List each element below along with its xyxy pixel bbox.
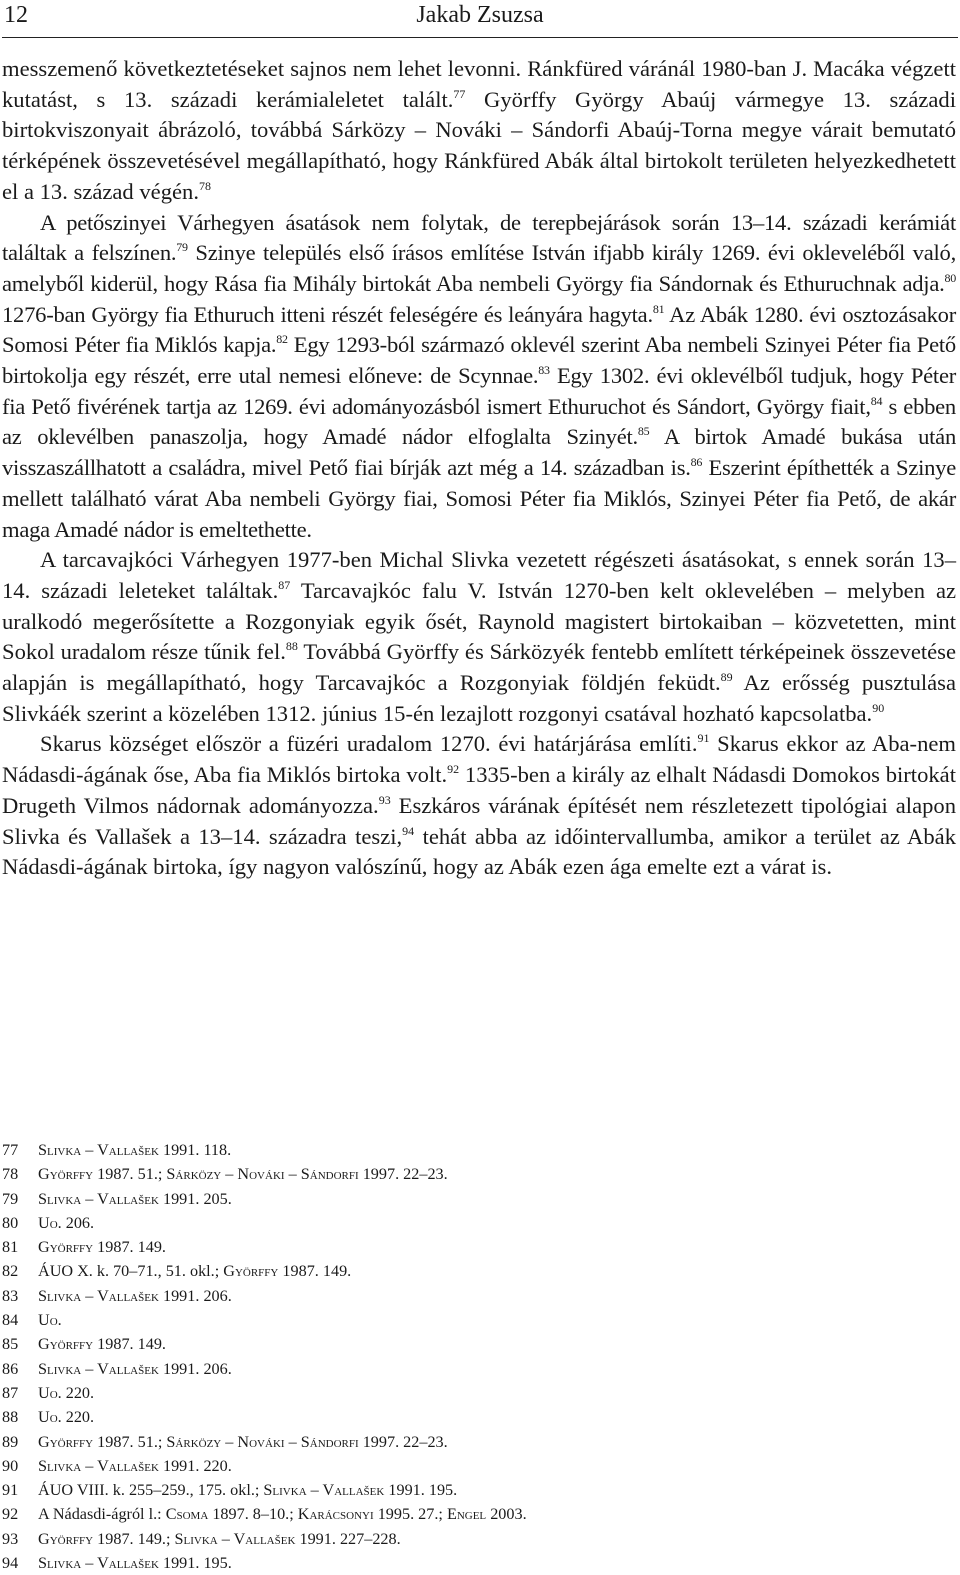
footnote-number: 82 [2,1262,19,1281]
footnote-author: Karácsonyi [297,1505,374,1524]
footnote-90 [2,1454,942,1478]
footnote-author: Uo. [38,1311,62,1330]
footnote-number: 84 [2,1311,19,1330]
para-skarus [2,729,956,883]
footnote-author: Slivka – Vallašek [38,1554,159,1573]
footnote-ref-92[interactable]: 92 [447,762,460,777]
footnote-author: Slivka – Vallašek [38,1286,159,1305]
footnote-81 [2,1235,942,1259]
footnote-ref-82[interactable]: 82 [276,332,288,347]
paragraph-text: Györffy György Abaúj vármegye 13. századi birtokviszonyait ábrázoló, továbbá Sárközy – Nováki – Sándorfi Abaúj-Torna megye várait bemutató térképének összevetésével megállapítható, hogy Ránkfüred Abák által birtokolt területen helyezkedhetett el a 13. század végén. [2,86,956,204]
footnote-citation: 206. [61,1213,95,1232]
paragraph-text: Egy 1302. évi oklevélből tudjuk, hogy Péter fia Pető fivérének tartja az 1269. évi adományozásból ismert Ethuruchot és Sándort, György fiait, [2,363,957,419]
footnote-citation: 1991. 206. [158,1359,232,1378]
footnote-ref-77[interactable]: 77 [453,86,466,101]
footnote-number: 79 [2,1189,19,1208]
footnote-author: Györffy [38,1529,94,1548]
footnote-ref-86[interactable]: 86 [690,455,703,470]
paragraph-text: messzemenő következtetéseket sajnos nem lehet levonni. Ránkfüred váránál 1980-ban J. Macáka végzett kutatást, s 13. századi kerámialeletet talált. [2,56,956,112]
footnote-number: 88 [2,1408,19,1427]
footnote-ref-91[interactable]: 91 [697,731,710,746]
paragraph-text: s ebben az oklevélben panaszolja, hogy Amadé nádor elfoglalta Szinyét. [2,393,956,450]
footnote-author: Sárközy – Nováki – Sándorfi [166,1165,359,1184]
paragraph-text: Az Abák 1280. évi osztozásakor Somosi Péter fia Miklós kapja. [2,301,957,358]
footnote-author: Györffy [223,1262,279,1281]
footnote-text [38,1211,94,1235]
paragraph-text: Eszkáros várának építését nem részletezett tipológiai alapon Slivka és Vallašek a 13–14. századra teszi, [2,792,956,849]
footnote-citation: 1997. 22–23. [358,1165,448,1184]
footnote-ref-93[interactable]: 93 [378,792,391,807]
footnote-citation: 1997. 22–23. [358,1432,448,1451]
footnote-citation: 1991. 206. [158,1286,232,1305]
footnote-author: Györffy [38,1432,94,1451]
footnote-84 [2,1308,942,1332]
footnote-number: 91 [2,1481,19,1500]
header-rule [2,37,958,38]
footnote-number: 78 [2,1165,19,1184]
paragraph-text: A tarcavajkóci Várhegyen 1977-ben Michal Slivka vezetett régészeti ásatásokat, s ennek során 13–14. századi leleteket találtak. [2,547,956,603]
footnote-author: Slivka – Vallašek [38,1456,159,1475]
footnote-ref-78[interactable]: 78 [198,178,211,193]
footnote-number: 86 [2,1359,19,1378]
footnote-text [38,1381,94,1405]
footnote-author: Uo. [38,1408,62,1427]
footnote-number: 93 [2,1529,19,1548]
footnote-author: Engel [446,1505,487,1524]
footnote-93 [2,1527,942,1551]
footnote-text [38,1478,457,1502]
footnote-citation: ÁUO VIII. k. 255–259., 175. okl.; [38,1481,264,1500]
footnote-citation: A Nádasdi-ágról l.: [38,1505,166,1524]
footnote-text [38,1235,166,1259]
paragraph-text: Egy 1293-ból származó oklevél szerint Aba nembeli Szinyei Péter fia Pető birtokolja egy részét, erre utal nemesi előneve: de Scynnae. [2,332,956,389]
paragraph-text: Tarcavajkóc falu V. István 1270-ben kelt oklevelében – melyben az uralkodó megerősítette a Rozgonyiak egyik ősét, Raynold magistert birtokaiban – közvetetten, mint Sokol uradalom része tűnik fel. [2,577,956,665]
footnote-citation: 220. [61,1408,95,1427]
footnote-86 [2,1357,942,1381]
footnote-ref-94[interactable]: 94 [402,823,415,838]
para-rankfured [2,54,956,208]
footnote-citation: 1991. 227–228. [295,1529,401,1548]
footnote-89 [2,1430,942,1454]
footnote-text [38,1527,401,1551]
footnote-ref-80[interactable]: 80 [944,270,956,285]
footnote-94 [2,1551,942,1575]
footnote-text [38,1430,448,1454]
paragraph-text: 1335-ben a király az elhalt Nádasdi Domokos birtokát Drugeth Vilmos nádornak adományozza. [2,762,956,818]
footnote-author: Györffy [38,1335,94,1354]
footnote-number: 89 [2,1432,19,1451]
footnote-78 [2,1162,942,1186]
footnote-text [38,1308,62,1332]
footnote-citation: 1987. 149. [93,1238,166,1257]
footnote-85 [2,1332,942,1356]
footnote-text [38,1187,232,1211]
footnote-author: Csoma [165,1505,209,1524]
footnote-ref-79[interactable]: 79 [176,240,188,255]
footnote-ref-83[interactable]: 83 [538,363,550,378]
footnote-number: 81 [2,1238,19,1257]
paragraph-text: Skarus ekkor az Aba-nem Nádasdi-ágának őse, Aba fia Miklós birtoka volt. [2,731,956,788]
footnote-text [38,1454,232,1478]
footnote-author: Slivka – Vallašek [38,1141,159,1159]
footnote-ref-84[interactable]: 84 [870,393,883,408]
footnote-87 [2,1381,942,1405]
footnote-number: 90 [2,1456,19,1475]
footnote-82 [2,1259,942,1283]
footnote-number: 85 [2,1335,19,1354]
footnote-text [38,1162,448,1186]
footnote-text [38,1551,232,1575]
footnote-citation: 1987. 51.; [93,1432,167,1451]
footnote-ref-90[interactable]: 90 [872,700,885,715]
footnote-number: 83 [2,1286,19,1305]
running-title: Jakab Zsuzsa [416,2,544,28]
footnote-91 [2,1478,942,1502]
paragraph-text: Továbbá Györffy és Sárközyék fentebb említett térképeinek összevetése alapján is megállapítható, hogy Tarcavajkóc a Rozgonyiak földjén feküdt. [2,639,956,696]
footnote-citation: 1991. 195. [158,1554,232,1573]
footnote-ref-88[interactable]: 88 [285,639,298,654]
paragraph-text: Szinye település első írásos említése István ifjabb király 1269. évi okleveléből való, amelyből kiderül, hogy Rása fia Mihály birtokát Aba nembeli György fia Sándornak és Ethuruchnak adja. [2,240,956,296]
footnote-number: 87 [2,1383,19,1402]
page-number: 12 [4,2,28,28]
footnote-author: Slivka – Vallašek [38,1359,159,1378]
footnote-77 [2,1138,942,1162]
paragraph-text: Az erősség pusztulása Slivkáék szerint a közelében 1312. június 15-én lezajlott rozgonyi csatával hozható kapcsolatba. [2,670,956,726]
footnote-ref-81[interactable]: 81 [652,301,665,316]
footnote-citation: ÁUO X. k. 70–71., 51. okl.; [38,1262,224,1281]
para-petoszinye [2,208,956,546]
footnote-number: 94 [2,1554,19,1573]
footnote-author: Slivka – Vallašek [174,1529,296,1548]
paragraph-text: tehát abba az időintervallumba, amikor a terület az Abák Nádasdi-ágának birtoka, így nagyon valószínű, hogy az Abák ezen ága emelte ezt a várat is. [2,823,956,880]
footnote-83 [2,1284,942,1308]
footnote-author: Uo. [38,1213,62,1232]
body-text [2,54,956,883]
footnote-citation: 1991. 195. [384,1481,458,1500]
footnote-author: Györffy [38,1165,94,1184]
footnote-citation: 1987. 149. [93,1335,166,1354]
footnote-author: Uo. [38,1383,62,1402]
footnote-author: Slivka – Vallašek [263,1481,385,1500]
footnote-citation: 1991. 205. [158,1189,232,1208]
footnote-author: Sárközy – Nováki – Sándorfi [166,1432,359,1451]
footnote-text [38,1357,232,1381]
footnote-citation: 1991. 118. [158,1141,232,1159]
footnote-text [38,1259,351,1283]
footnote-text [38,1332,166,1356]
footnote-text [38,1284,232,1308]
paragraph-text: Skarus községet először a füzéri uradalom 1270. évi határjárása említi. [40,731,698,757]
paragraph-text: 1276-ban György fia Ethuruch itteni részét feleségére és leányára hagyta. [2,301,653,327]
footnote-citation: 2003. [486,1505,527,1524]
footnote-text [38,1405,94,1429]
paragraph-text: A birtok Amadé bukása után visszaszállhatott a családra, mivel Pető fiai bírják azt még a 14. században is. [2,424,957,481]
footnote-citation: 1995. 27.; [373,1505,447,1524]
footnote-ref-87[interactable]: 87 [278,577,291,592]
footnote-citation: 1987. 149.; [93,1529,175,1548]
page-header [0,0,960,40]
footnote-80 [2,1211,942,1235]
footnotes [2,1138,942,1575]
footnote-citation: 1991. 220. [158,1456,232,1475]
footnote-number: 92 [2,1505,19,1524]
footnote-79 [2,1187,942,1211]
footnote-citation: 1897. 8–10.; [208,1505,298,1524]
footnote-88 [2,1405,942,1429]
footnote-92 [2,1502,942,1526]
paragraph-text: Eszerint építhették a Szinye mellett található várat Aba nembeli György fiai, Somosi Péter fia Miklós, Szinyei Péter fia Pető, de akár maga Amadé nádor is emeltethette. [2,455,956,542]
footnote-citation: 220. [61,1383,95,1402]
footnote-ref-85[interactable]: 85 [637,424,650,439]
footnote-ref-89[interactable]: 89 [720,670,733,685]
footnote-citation: 1987. 51.; [93,1165,167,1184]
footnote-number: 80 [2,1213,19,1232]
para-tarcavajkoc [2,545,956,729]
footnote-number: 77 [2,1141,19,1159]
footnote-author: Slivka – Vallašek [38,1189,159,1208]
paragraph-text: A petőszinyei Várhegyen ásatások nem folytak, de terepbejárások során 13–14. századi kerámiát találtak a felszínen. [2,209,956,266]
footnote-author: Györffy [38,1238,94,1257]
footnote-text [38,1502,527,1526]
footnote-citation: 1987. 149. [278,1262,352,1281]
footnote-text [38,1138,231,1162]
